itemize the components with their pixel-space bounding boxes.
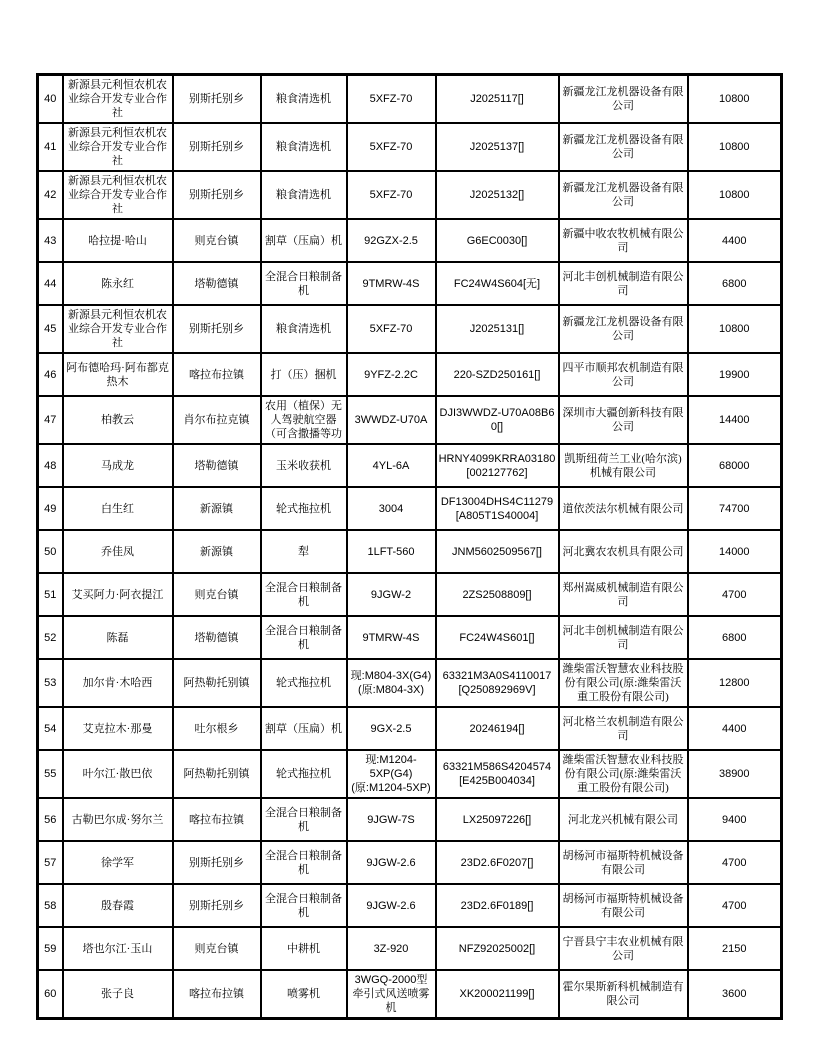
table-row <box>38 75 782 124</box>
cell-manufacturer: 四平市顺邦农机制造有限公司 <box>559 353 688 396</box>
cell-seq: 48 <box>38 444 63 487</box>
cell-serial: LX25097226[] <box>436 798 559 841</box>
cell-serial: JNM5602509567[] <box>436 530 559 573</box>
cell-name: 塔也尔江·玉山 <box>63 927 173 970</box>
cell-manufacturer: 宁晋县宁丰农业机械有限公司 <box>559 927 688 970</box>
cell-manufacturer: 河北丰创机械制造有限公司 <box>559 616 688 659</box>
cell-amount: 68000 <box>688 444 782 487</box>
table-row <box>38 123 782 171</box>
cell-type: 轮式拖拉机 <box>261 750 347 798</box>
cell-name: 新源县元利恒农机农业综合开发专业合作社 <box>63 123 173 171</box>
cell-model: 5XFZ-70 <box>347 75 436 124</box>
cell-amount: 14000 <box>688 530 782 573</box>
cell-seq: 50 <box>38 530 63 573</box>
cell-name: 陈永红 <box>63 262 173 305</box>
cell-serial: DJI3WWDZ-U70A08B60[] <box>436 396 559 444</box>
cell-name: 艾克拉木·那曼 <box>63 707 173 750</box>
cell-manufacturer: 新疆龙江龙机器设备有限公司 <box>559 305 688 353</box>
cell-town: 别斯托别乡 <box>173 841 261 884</box>
cell-amount: 9400 <box>688 798 782 841</box>
cell-type: 全混合日粮制备机 <box>261 262 347 305</box>
cell-seq: 52 <box>38 616 63 659</box>
cell-model: 5XFZ-70 <box>347 171 436 219</box>
cell-amount: 4400 <box>688 707 782 750</box>
cell-model: 9GX-2.5 <box>347 707 436 750</box>
table-row <box>38 487 782 530</box>
cell-town: 则克台镇 <box>173 927 261 970</box>
cell-name: 乔佳凤 <box>63 530 173 573</box>
cell-model: 现:M1204-5XP(G4)(原:M1204-5XP) <box>347 750 436 798</box>
cell-amount: 4700 <box>688 884 782 927</box>
cell-amount: 2150 <box>688 927 782 970</box>
cell-model: 3004 <box>347 487 436 530</box>
table-row <box>38 530 782 573</box>
cell-model: 9JGW-7S <box>347 798 436 841</box>
table-row <box>38 970 782 1019</box>
cell-manufacturer: 河北冀农农机具有限公司 <box>559 530 688 573</box>
cell-amount: 14400 <box>688 396 782 444</box>
cell-name: 古勒巴尔成·努尔兰 <box>63 798 173 841</box>
cell-model: 9JGW-2.6 <box>347 884 436 927</box>
cell-manufacturer: 霍尔果斯新科机械制造有限公司 <box>559 970 688 1019</box>
cell-model: 现:M804-3X(G4)(原:M804-3X) <box>347 659 436 707</box>
cell-name: 柏教云 <box>63 396 173 444</box>
table-row <box>38 305 782 353</box>
cell-serial: 23D2.6F0189[] <box>436 884 559 927</box>
cell-seq: 60 <box>38 970 63 1019</box>
table-row <box>38 659 782 707</box>
cell-town: 新源镇 <box>173 487 261 530</box>
cell-name: 徐学军 <box>63 841 173 884</box>
cell-type: 割草（压扁）机 <box>261 219 347 262</box>
cell-serial: G6EC0030[] <box>436 219 559 262</box>
cell-town: 塔勒德镇 <box>173 444 261 487</box>
cell-amount: 38900 <box>688 750 782 798</box>
cell-amount: 4700 <box>688 841 782 884</box>
table-row <box>38 927 782 970</box>
cell-town: 喀拉布拉镇 <box>173 798 261 841</box>
cell-seq: 42 <box>38 171 63 219</box>
cell-amount: 3600 <box>688 970 782 1019</box>
cell-seq: 44 <box>38 262 63 305</box>
cell-type: 犁 <box>261 530 347 573</box>
cell-name: 张子良 <box>63 970 173 1019</box>
cell-type: 全混合日粮制备机 <box>261 798 347 841</box>
subsidy-table <box>36 73 783 1020</box>
cell-name: 加尔肯·木哈西 <box>63 659 173 707</box>
cell-model: 9TMRW-4S <box>347 262 436 305</box>
cell-model: 5XFZ-70 <box>347 305 436 353</box>
cell-seq: 46 <box>38 353 63 396</box>
cell-name: 艾买阿力·阿衣提江 <box>63 573 173 616</box>
cell-model: 5XFZ-70 <box>347 123 436 171</box>
cell-type: 粮食清选机 <box>261 171 347 219</box>
table-row <box>38 171 782 219</box>
cell-type: 粮食清选机 <box>261 305 347 353</box>
cell-type: 轮式拖拉机 <box>261 659 347 707</box>
cell-serial: DF13004DHS4C11279[A805T1S40004] <box>436 487 559 530</box>
cell-amount: 10800 <box>688 123 782 171</box>
cell-type: 全混合日粮制备机 <box>261 884 347 927</box>
cell-serial: J2025131[] <box>436 305 559 353</box>
cell-name: 陈磊 <box>63 616 173 659</box>
cell-seq: 56 <box>38 798 63 841</box>
cell-name: 白生红 <box>63 487 173 530</box>
cell-serial: FC24W4S601[] <box>436 616 559 659</box>
cell-town: 塔勒德镇 <box>173 262 261 305</box>
cell-seq: 41 <box>38 123 63 171</box>
cell-type: 轮式拖拉机 <box>261 487 347 530</box>
cell-name: 阿布德哈玛·阿布都克热木 <box>63 353 173 396</box>
table-row <box>38 444 782 487</box>
cell-town: 别斯托别乡 <box>173 305 261 353</box>
cell-model: 9JGW-2.6 <box>347 841 436 884</box>
table-row <box>38 707 782 750</box>
cell-type: 全混合日粮制备机 <box>261 841 347 884</box>
cell-serial: 220-SZD250161[] <box>436 353 559 396</box>
table-row <box>38 573 782 616</box>
cell-town: 阿热勒托别镇 <box>173 659 261 707</box>
cell-manufacturer: 道依茨法尔机械有限公司 <box>559 487 688 530</box>
cell-town: 别斯托别乡 <box>173 884 261 927</box>
cell-town: 塔勒德镇 <box>173 616 261 659</box>
table-row <box>38 353 782 396</box>
cell-model: 92GZX-2.5 <box>347 219 436 262</box>
table-row <box>38 884 782 927</box>
cell-type: 割草（压扁）机 <box>261 707 347 750</box>
table-row <box>38 616 782 659</box>
cell-type: 中耕机 <box>261 927 347 970</box>
cell-town: 肖尔布拉克镇 <box>173 396 261 444</box>
cell-manufacturer: 深圳市大疆创新科技有限公司 <box>559 396 688 444</box>
cell-manufacturer: 郑州嵩威机械制造有限公司 <box>559 573 688 616</box>
cell-serial: XK200021199[] <box>436 970 559 1019</box>
cell-seq: 49 <box>38 487 63 530</box>
cell-serial: 63321M586S4204574[E425B004034] <box>436 750 559 798</box>
cell-manufacturer: 河北丰创机械制造有限公司 <box>559 262 688 305</box>
cell-town: 吐尔根乡 <box>173 707 261 750</box>
cell-amount: 6800 <box>688 262 782 305</box>
cell-name: 新源县元利恒农机农业综合开发专业合作社 <box>63 305 173 353</box>
cell-name: 新源县元利恒农机农业综合开发专业合作社 <box>63 171 173 219</box>
cell-model: 9YFZ-2.2C <box>347 353 436 396</box>
cell-serial: 23D2.6F0207[] <box>436 841 559 884</box>
cell-town: 喀拉布拉镇 <box>173 353 261 396</box>
cell-name: 新源县元利恒农机农业综合开发专业合作社 <box>63 75 173 124</box>
cell-model: 9JGW-2 <box>347 573 436 616</box>
cell-serial: 63321M3A0S4110017[Q250892969V] <box>436 659 559 707</box>
table-row <box>38 219 782 262</box>
cell-type: 喷雾机 <box>261 970 347 1019</box>
cell-town: 阿热勒托别镇 <box>173 750 261 798</box>
cell-serial: 2ZS2508809[] <box>436 573 559 616</box>
cell-manufacturer: 胡杨河市福斯特机械设备有限公司 <box>559 884 688 927</box>
cell-name: 哈拉提·哈山 <box>63 219 173 262</box>
cell-seq: 40 <box>38 75 63 124</box>
cell-town: 别斯托别乡 <box>173 123 261 171</box>
cell-model: 1LFT-560 <box>347 530 436 573</box>
cell-manufacturer: 河北格兰农机制造有限公司 <box>559 707 688 750</box>
cell-serial: J2025132[] <box>436 171 559 219</box>
cell-model: 3WWDZ-U70A <box>347 396 436 444</box>
cell-amount: 6800 <box>688 616 782 659</box>
cell-model: 4YL-6A <box>347 444 436 487</box>
cell-seq: 54 <box>38 707 63 750</box>
cell-town: 别斯托别乡 <box>173 75 261 124</box>
cell-town: 别斯托别乡 <box>173 171 261 219</box>
cell-model: 3WGQ-2000型牵引式风送喷雾机 <box>347 970 436 1019</box>
cell-town: 则克台镇 <box>173 573 261 616</box>
table-body <box>38 75 782 1019</box>
cell-manufacturer: 胡杨河市福斯特机械设备有限公司 <box>559 841 688 884</box>
cell-type: 全混合日粮制备机 <box>261 616 347 659</box>
cell-seq: 47 <box>38 396 63 444</box>
cell-amount: 12800 <box>688 659 782 707</box>
cell-type: 打（压）捆机 <box>261 353 347 396</box>
cell-town: 喀拉布拉镇 <box>173 970 261 1019</box>
cell-town: 新源镇 <box>173 530 261 573</box>
cell-manufacturer: 潍柴雷沃智慧农业科技股份有限公司(原:潍柴雷沃重工股份有限公司) <box>559 750 688 798</box>
cell-serial: NFZ92025002[] <box>436 927 559 970</box>
cell-amount: 10800 <box>688 171 782 219</box>
cell-amount: 19900 <box>688 353 782 396</box>
cell-type: 玉米收获机 <box>261 444 347 487</box>
cell-seq: 58 <box>38 884 63 927</box>
cell-manufacturer: 凯斯纽荷兰工业(哈尔滨)机械有限公司 <box>559 444 688 487</box>
cell-amount: 4700 <box>688 573 782 616</box>
cell-type: 农用（植保）无人驾驶航空器（可含撒播等功 <box>261 396 347 444</box>
cell-amount: 74700 <box>688 487 782 530</box>
cell-town: 则克台镇 <box>173 219 261 262</box>
cell-serial: FC24W4S604[无] <box>436 262 559 305</box>
cell-manufacturer: 新疆龙江龙机器设备有限公司 <box>559 171 688 219</box>
cell-serial: J2025137[] <box>436 123 559 171</box>
table-row <box>38 262 782 305</box>
table-row <box>38 798 782 841</box>
cell-serial: HRNY4099KRRA03180[002127762] <box>436 444 559 487</box>
cell-name: 马成龙 <box>63 444 173 487</box>
cell-name: 叶尔江·散巴依 <box>63 750 173 798</box>
cell-type: 粮食清选机 <box>261 123 347 171</box>
cell-seq: 51 <box>38 573 63 616</box>
cell-amount: 10800 <box>688 305 782 353</box>
cell-seq: 55 <box>38 750 63 798</box>
cell-seq: 53 <box>38 659 63 707</box>
cell-type: 粮食清选机 <box>261 75 347 124</box>
cell-manufacturer: 新疆中收农牧机械有限公司 <box>559 219 688 262</box>
cell-model: 3Z-920 <box>347 927 436 970</box>
cell-seq: 43 <box>38 219 63 262</box>
cell-name: 殷春霞 <box>63 884 173 927</box>
cell-amount: 10800 <box>688 75 782 124</box>
table-row <box>38 841 782 884</box>
cell-serial: 20246194[] <box>436 707 559 750</box>
cell-type: 全混合日粮制备机 <box>261 573 347 616</box>
table-row <box>38 750 782 798</box>
table-row <box>38 396 782 444</box>
cell-amount: 4400 <box>688 219 782 262</box>
cell-manufacturer: 新疆龙江龙机器设备有限公司 <box>559 75 688 124</box>
cell-manufacturer: 潍柴雷沃智慧农业科技股份有限公司(原:潍柴雷沃重工股份有限公司) <box>559 659 688 707</box>
cell-seq: 57 <box>38 841 63 884</box>
cell-serial: J2025117[] <box>436 75 559 124</box>
cell-manufacturer: 河北龙兴机械有限公司 <box>559 798 688 841</box>
cell-seq: 45 <box>38 305 63 353</box>
cell-manufacturer: 新疆龙江龙机器设备有限公司 <box>559 123 688 171</box>
cell-seq: 59 <box>38 927 63 970</box>
cell-model: 9TMRW-4S <box>347 616 436 659</box>
